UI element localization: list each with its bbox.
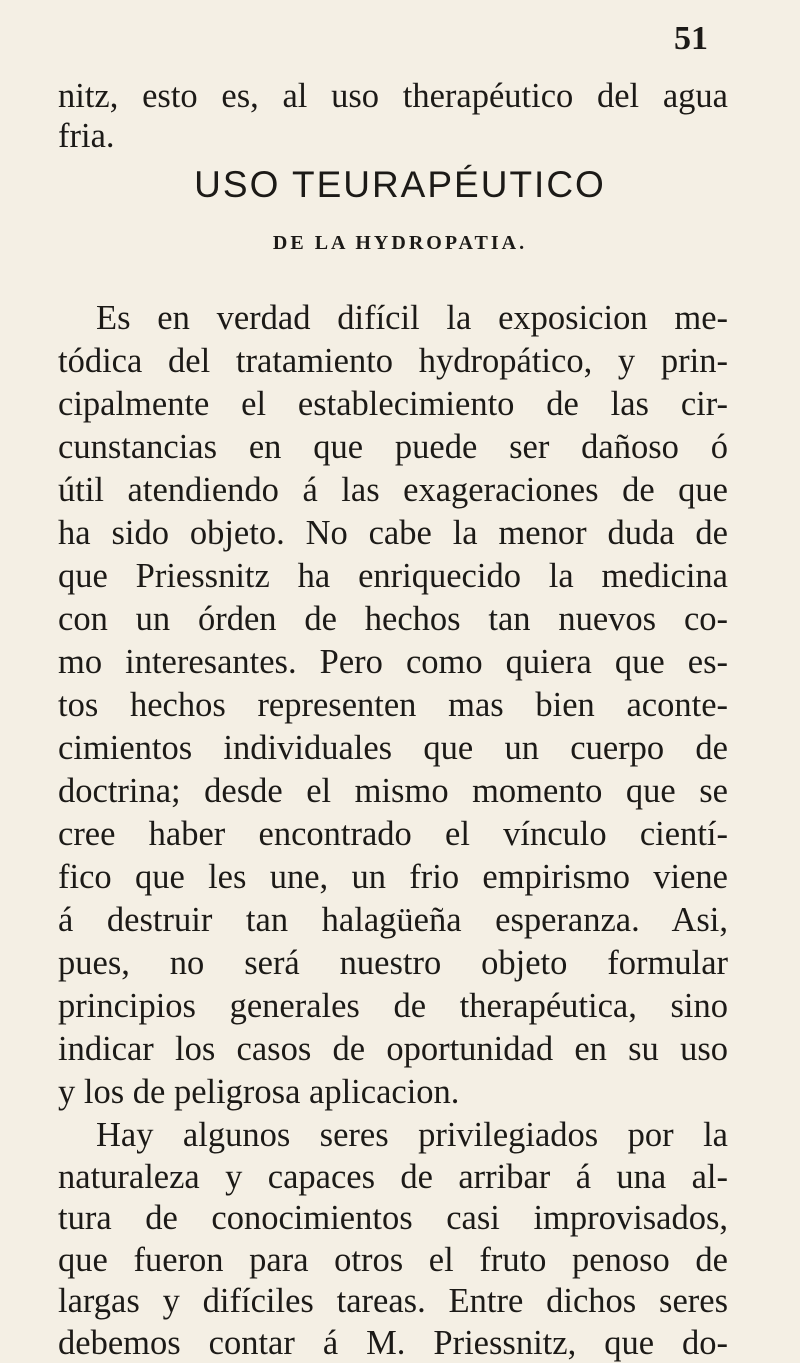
text-line: doctrina; desde el mismo momento que se [58,772,728,810]
text-line: cree haber encontrado el vínculo cientí- [58,815,728,853]
text-line: fico que les une, un frio empirismo viene [58,858,728,896]
text-line: Es en verdad difícil la exposicion me- [96,299,728,337]
text-line: cipalmente el establecimiento de las cir- [58,385,728,423]
text-line: y los de peligrosa aplicacion. [58,1073,460,1111]
text-line: cimientos individuales que un cuerpo de [58,729,728,767]
section-subtitle: DE LA HYDROPATIA. [272,232,528,254]
text-line: que fueron para otros el fruto penoso de [58,1240,728,1279]
page-number: 51 [674,20,708,57]
text-line: útil atendiendo á las exageraciones de que [58,471,728,509]
text-line: ha sido objeto. No cabe la menor duda de [58,514,728,552]
section-title: USO TEURAPÉUTICO [194,164,606,205]
text-line: mo interesantes. Pero como quiera que es- [58,643,728,681]
text-line: que Priessnitz ha enriquecido la medicina [58,557,728,595]
text-line: Hay algunos seres privilegiados por la [96,1116,728,1154]
text-line: debemos contar á M. Priessnitz, que do- [58,1323,728,1362]
text-line: indicar los casos de oportunidad en su uso [58,1030,728,1068]
text-line: naturaleza y capaces de arribar á una al- [58,1157,728,1196]
text-line: á destruir tan halagüeña esperanza. Asi, [58,901,728,939]
text-line: fria. [58,117,115,155]
text-line: principios generales de therapéutica, sino [58,987,728,1025]
text-line: nitz, esto es, al uso therapéutico del agua [58,77,728,115]
text-line: con un órden de hechos tan nuevos co- [58,600,728,638]
text-line: tura de conocimientos casi improvisados, [58,1199,728,1237]
text-line: cunstancias en que puede ser dañoso ó [58,428,728,466]
text-line: largas y difíciles tareas. Entre dichos seres [58,1282,728,1320]
text-line: tódica del tratamiento hydropático, y prin- [58,342,728,380]
text-line: pues, no será nuestro objeto formular [58,944,728,982]
text-line: tos hechos representen mas bien aconte- [58,686,728,724]
